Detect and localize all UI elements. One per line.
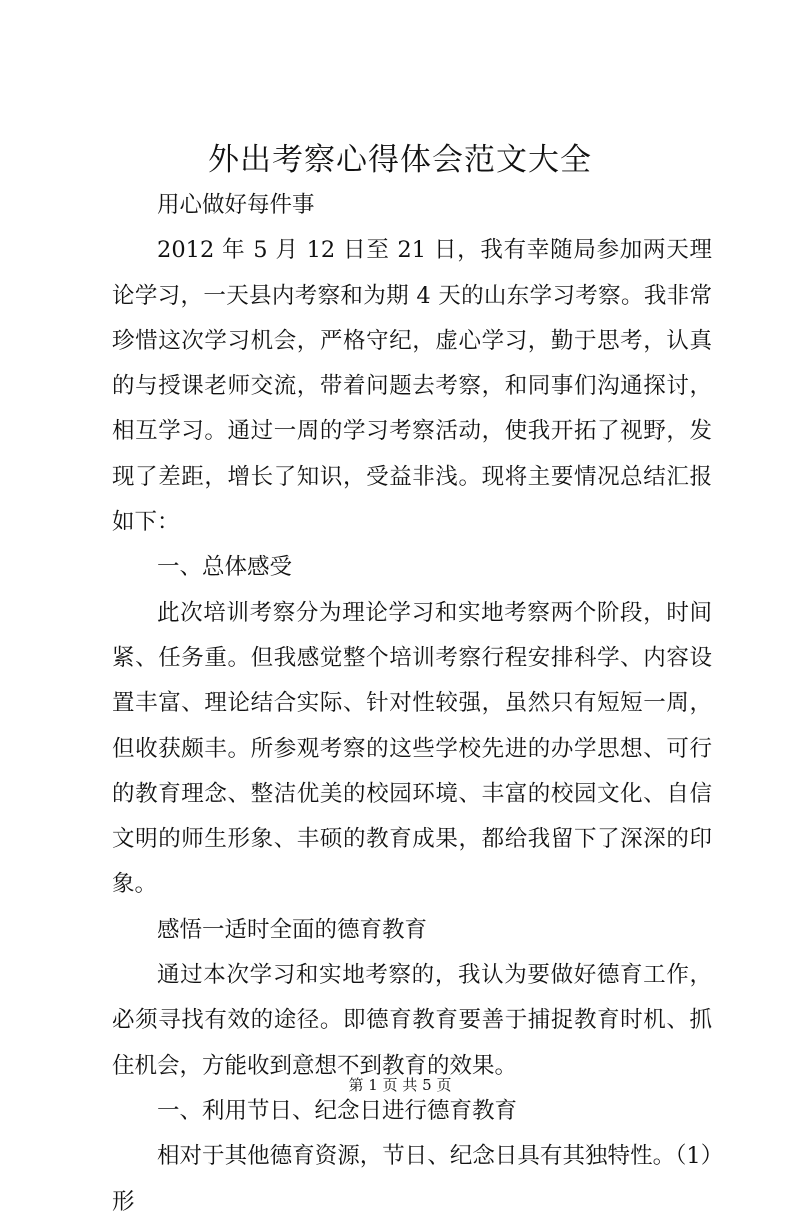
document-title: 外出考察心得体会范文大全 (208, 142, 592, 178)
page-footer: 第 1 页 共 5 页 (348, 1076, 452, 1094)
section-heading-moral-education: 感悟一适时全面的德育教育 (157, 916, 428, 943)
paragraph-moral-education: 通过本次学习和实地考察的，我认为要做好德育工作，必须寻找有效的途径。即德育教育要善于捕捉教育时机、抓住机会，方能收到意想不到教育的效果。 (112, 962, 712, 1079)
paragraph-holidays: 相对于其他德育资源，节日、纪念日具有其独特性。（1）形 (112, 1143, 712, 1215)
section-heading-holidays: 一、利用节日、纪念日进行德育教育 (157, 1097, 518, 1124)
paragraph-overall: 此次培训考察分为理论学习和实地考察两个阶段，时间紧、任务重。但我感觉整个培训考察行程安排科学、内容设置丰富、理论结合实际、针对性较强，虽然只有短短一周，但收获颇丰。所参观考察的这些学校先进的办学思想、可行的教育理念、整洁优美的校园环境、丰富的校园文化、自信文明的师生形象、丰硕的教育成果，都给我留下了深深的印象。 (112, 599, 712, 898)
paragraph-subtitle: 用心做好每件事 (157, 192, 315, 218)
section-heading-overall: 一、总体感受 (157, 554, 293, 581)
document-body (112, 183, 712, 1225)
paragraph-intro: 2012 年 5 月 12 日至 21 日，我有幸随局参加两天理论学习，一天县内考察和为期 4 天的山东学习考察。我非常珍惜这次学习机会，严格守纪，虚心学习，勤于思考，认真的与授课老师交流，带着问题去考察，和同事们沟通探讨，相互学习。通过一周的学习考察活动，使我开拓了视野，发现了差距，增长了知识，受益非浅。现将主要情况总结汇报如下： (112, 237, 712, 536)
